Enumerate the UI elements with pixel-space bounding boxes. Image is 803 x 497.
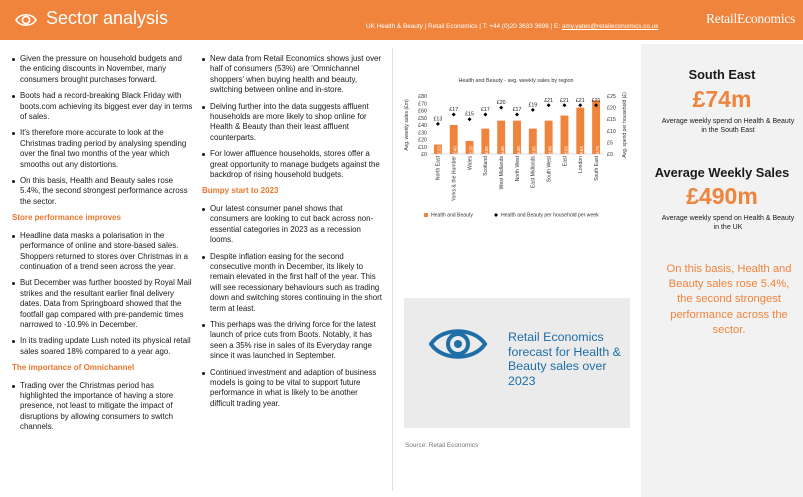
point-data-label: £21	[560, 97, 569, 104]
page-title: Sector analysis	[46, 8, 169, 28]
list-item: It's therefore more accurate to look at the Christmas trading period by analysing spending over the final two months of the year which smooths out any distortions.	[12, 128, 194, 170]
list-item: Headline data masks a polarisation in the performance of online and store-based sales. Shoppers returned to stores over Christmas in a continuation of a trend seen across the year.	[12, 231, 194, 273]
bar-data-label: £53	[563, 146, 569, 154]
retail-economics-logo: RetailEconomics	[706, 11, 796, 26]
legend-label-bar: Health and Beauty	[431, 212, 473, 219]
regional-sales-chart	[396, 72, 636, 232]
list-item: Continued investment and adaption of business models is going to be vital to support future performance in what is likely to be another difficult trading year.	[202, 368, 382, 410]
point-per-household	[562, 103, 566, 107]
eye-icon	[14, 9, 38, 31]
y-tick-label: £80	[418, 94, 427, 100]
x-tick-label: North East	[435, 156, 442, 181]
bar-data-label: £74	[594, 146, 600, 154]
point-data-label: £17	[449, 107, 459, 114]
left-column	[12, 54, 194, 439]
point-data-label: £15	[465, 111, 474, 118]
bar-data-label: £18	[468, 146, 474, 154]
point-per-household	[547, 103, 551, 107]
y-tick-label: £50	[418, 115, 427, 122]
x-tick-label: East	[562, 156, 569, 167]
intro-list	[12, 54, 194, 207]
legend-label-point: Health and Beauty per household per week	[501, 212, 599, 219]
y2-tick-label: £10	[607, 128, 616, 135]
bar-data-label: £46	[547, 146, 553, 154]
point-data-label: £21	[544, 97, 554, 104]
region-stat-value: £74m	[692, 86, 752, 112]
list-item: Boots had a record-breaking Black Friday with boots.com achieving its biggest ever day in terms of sales.	[12, 91, 194, 122]
x-tick-label: Yorks & the Humber	[451, 156, 458, 202]
region-stat-title: South East	[688, 67, 756, 82]
point-per-household	[531, 108, 535, 112]
y2-tick-label: £20	[607, 105, 616, 112]
y-tick-label: £0	[421, 152, 427, 158]
y-tick-label: £30	[418, 130, 427, 137]
x-tick-label: Wales	[467, 156, 474, 170]
point-data-label: £21	[591, 97, 601, 104]
column-divider	[392, 48, 393, 491]
x-tick-label: East Midlands	[530, 156, 537, 188]
list-item: In its trading update Lush noted its physical retail sales soared 18% compared to a year ago.	[12, 336, 194, 357]
point-data-label: £17	[512, 107, 522, 114]
x-tick-label: London	[578, 156, 585, 173]
middle-column	[202, 54, 382, 415]
y2-tick-label: £0	[607, 152, 613, 158]
list-item: This perhaps was the driving force for the latest launch of price cuts from Boots. Notably, it has seen a 35% rise in sales of its Everyday range since it was launched in September.	[202, 320, 382, 362]
bar-data-label: £35	[531, 146, 537, 154]
x-tick-label: South East	[593, 156, 600, 181]
avg-stat-value: £490m	[686, 183, 758, 209]
list-item: Trading over the Christmas period has highlighted the importance of having a store presence, not least to mitigate the impact of disruptions by allowing consumers to switch channels.	[12, 381, 194, 433]
y-tick-label: £60	[418, 108, 427, 115]
omnichannel-data-list	[202, 54, 382, 180]
highlight-quote: On this basis, Health and Beauty sales rose 5.4%, the second strongest performance across the sector.	[666, 263, 792, 336]
y2-axis-label: Avg. spend per household (£)	[622, 92, 628, 158]
y2-tick-label: £15	[607, 117, 616, 124]
legend-swatch-point	[494, 213, 498, 217]
point-per-household	[483, 113, 487, 117]
section-heading-bumpy: Bumpy start to 2023	[202, 186, 279, 196]
email-link[interactable]: amy.yates@retaileconomics.co.uk	[561, 23, 659, 30]
bar-data-label: £64	[579, 146, 585, 154]
point-per-household	[499, 106, 503, 110]
list-item: On this basis, Health and Beauty sales rose 5.4%, the second strongest performance across the sector.	[12, 176, 194, 207]
x-tick-label: West Midlands	[498, 156, 505, 190]
list-item: Delving further into the data suggests affluent households are more likely to shop online for Health & Beauty than their least affluent counterparts.	[202, 102, 382, 144]
bar-data-label: £40	[452, 146, 458, 154]
section-heading-omnichannel: The importance of Omnichannel	[12, 363, 135, 373]
point-per-household	[452, 113, 456, 117]
avg-stat-desc: Average weekly spend on Health & Beauty in the UK	[661, 215, 795, 232]
y-tick-label: £40	[418, 123, 427, 129]
chart-title: Health and Beauty - avg. weekly sales by region	[458, 78, 574, 84]
eye-icon	[428, 324, 488, 364]
bar-data-label: £13	[436, 146, 442, 154]
point-data-label: £19	[528, 102, 538, 109]
point-data-label: £17	[480, 107, 490, 114]
y-tick-label: £10	[418, 144, 427, 151]
forecast-text: Retail Economics forecast for Health & Beauty sales over 2023	[508, 330, 621, 388]
region-stat-desc: Average weekly spend on Health & Beauty in the South East	[661, 118, 795, 135]
y-tick-label: £20	[418, 137, 427, 144]
store-list	[12, 231, 194, 357]
list-item: New data from Retail Economics shows just over half of consumers (53%) are 'Omnichannel shoppers' when buying health and beauty, switching between online and in-store.	[202, 54, 382, 96]
x-tick-label: Scotland	[483, 156, 490, 176]
omni-list	[12, 381, 194, 433]
bar-data-label: £46	[500, 146, 506, 154]
chart-source: Source: Retail Economics	[405, 442, 479, 449]
legend-swatch-bar	[424, 213, 428, 217]
bar-data-label: £46	[515, 146, 521, 154]
point-per-household	[468, 117, 472, 121]
bar-data-label: £35	[484, 146, 490, 154]
point-per-household	[578, 103, 582, 107]
avg-stat-title: Average Weekly Sales	[654, 165, 790, 180]
contact-text: UK Health & Beauty | Retail Economics | T: +44 (0)20 3633 3698 | E:	[366, 23, 562, 30]
point-data-label: £20	[496, 100, 506, 107]
contact-line	[366, 23, 658, 30]
list-item: For lower affluence households, stores offer a great opportunity to manage budgets against the backdrop of rising household budgets.	[202, 149, 382, 180]
y-axis-label: Avg. weekly sales (£m)	[404, 99, 410, 151]
list-item: But December was further boosted by Royal Mail strikes and the resultant earlier final delivery dates. Data from Springboard showed that the footfall gap compared with pre-pandemic times narrowed to -10.9% in December.	[12, 278, 194, 330]
list-item: Despite inflation easing for the second consecutive month in December, its likely to remain elevated in the first half of the year. This will see recessionary behaviours such as trading down and switching stores continuing in the short term at least.	[202, 252, 382, 314]
point-data-label: £21	[575, 97, 585, 104]
list-item: Our latest consumer panel shows that consumers are looking to cut back across non-essential categories in 2023 as a recession looms.	[202, 204, 382, 246]
y2-tick-label: £5	[607, 140, 613, 147]
forecast-box	[404, 298, 630, 428]
x-tick-label: North West	[514, 156, 521, 182]
point-per-household	[515, 113, 519, 117]
y-tick-label: £70	[418, 101, 427, 108]
y2-tick-label: £25	[607, 94, 616, 100]
list-item: Given the pressure on household budgets and the enticing discounts in November, many consumers brought purchases forward.	[12, 54, 194, 85]
header-bar	[0, 0, 803, 40]
bumpy-list	[202, 204, 382, 409]
point-per-household	[436, 122, 440, 126]
section-heading-store: Store performance improves	[12, 213, 121, 223]
x-tick-label: South West	[546, 156, 553, 183]
point-data-label: £13	[433, 116, 443, 123]
